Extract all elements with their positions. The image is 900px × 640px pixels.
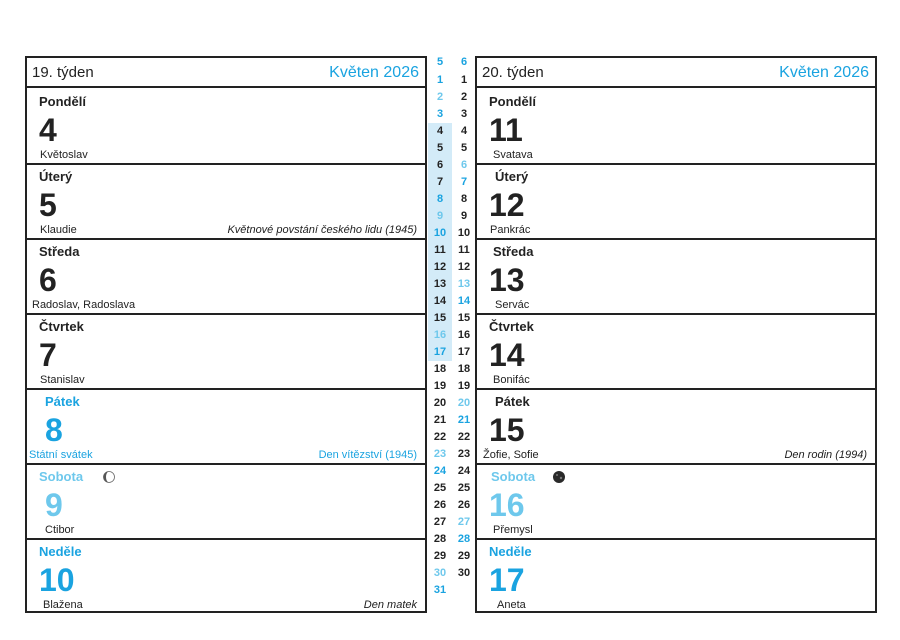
strip-day: 26 <box>457 499 471 511</box>
strip-day: 29 <box>433 550 447 562</box>
strip-day: 12 <box>457 261 471 273</box>
week-header <box>477 58 875 88</box>
strip-day: 18 <box>457 363 471 375</box>
strip-day: 15 <box>457 312 471 324</box>
strip-day: 5 <box>428 140 452 157</box>
new-moon-icon <box>552 470 566 484</box>
day-name: Pondělí <box>39 94 86 109</box>
name-day: Servác <box>495 299 530 311</box>
strip-day: 21 <box>457 414 471 426</box>
strip-day: 30 <box>457 567 471 579</box>
name-day: Přemysl <box>493 524 533 536</box>
strip-day: 6 <box>460 159 468 171</box>
day-number: 9 <box>45 487 63 523</box>
day-name: Středa <box>39 244 80 259</box>
day-number: 14 <box>489 337 525 373</box>
name-day: Aneta <box>497 599 526 611</box>
day-note: Den vítězství (1945) <box>318 449 417 461</box>
strip-day: 23 <box>457 448 471 460</box>
strip-day: 18 <box>433 363 447 375</box>
strip-day: 14 <box>457 295 471 307</box>
strip-day: 2 <box>436 91 444 103</box>
day-cell-tuesday[interactable] <box>27 165 425 240</box>
day-cell-tuesday[interactable] <box>477 165 875 240</box>
name-day: Květoslav <box>40 149 88 161</box>
strip-day: 1 <box>460 74 468 86</box>
strip-day: 5 <box>460 142 468 154</box>
strip-day: 17 <box>457 346 471 358</box>
day-name: Úterý <box>39 169 73 184</box>
name-day: Pankrác <box>490 224 531 236</box>
week-header <box>27 58 425 88</box>
month-strip-june <box>452 52 476 582</box>
day-cell-thursday[interactable] <box>27 315 425 390</box>
last-quarter-moon-icon <box>102 470 116 484</box>
strip-day: 26 <box>433 499 447 511</box>
strip-day: 16 <box>457 329 471 341</box>
strip-day: 13 <box>457 278 471 290</box>
day-number: 10 <box>39 562 75 598</box>
strip-day: 8 <box>428 191 452 208</box>
strip-days <box>452 72 476 582</box>
month-strip-may <box>428 52 452 599</box>
strip-day: 11 <box>458 244 470 256</box>
day-cell-wednesday[interactable] <box>27 240 425 315</box>
week-label: 20. týden <box>482 64 544 81</box>
day-name: Sobota <box>491 469 536 484</box>
day-name: Pátek <box>495 394 530 409</box>
strip-day: 16 <box>428 327 452 344</box>
strip-day: 24 <box>433 465 447 477</box>
day-name: Neděle <box>489 544 532 559</box>
strip-day: 29 <box>457 550 471 562</box>
strip-day: 7 <box>460 176 468 188</box>
name-day: Svatava <box>493 149 533 161</box>
day-cell-sunday[interactable] <box>27 540 425 615</box>
day-cell-monday[interactable] <box>27 90 425 165</box>
strip-day: 4 <box>428 123 452 140</box>
strip-day: 13 <box>428 276 452 293</box>
day-name: Pondělí <box>489 94 536 109</box>
name-day: Žofie, Sofie <box>483 449 539 461</box>
strip-day: 21 <box>433 414 447 426</box>
day-note: Květnové povstání českého lidu (1945) <box>227 224 417 236</box>
week-panel-left <box>25 56 427 613</box>
strip-day: 17 <box>428 344 452 361</box>
holiday-label: Státní svátek <box>29 449 93 461</box>
strip-day: 22 <box>433 431 447 443</box>
day-cell-wednesday[interactable] <box>477 240 875 315</box>
strip-month-number: 6 <box>460 56 468 68</box>
strip-day: 6 <box>428 157 452 174</box>
name-day: Ctibor <box>45 524 75 536</box>
strip-day: 7 <box>428 174 452 191</box>
day-cell-friday[interactable] <box>477 390 875 465</box>
strip-day: 25 <box>433 482 447 494</box>
name-day: Blažena <box>43 599 83 611</box>
day-cell-saturday[interactable] <box>27 465 425 540</box>
day-name: Neděle <box>39 544 82 559</box>
day-number: 12 <box>489 187 525 223</box>
day-cell-monday[interactable] <box>477 90 875 165</box>
day-name: Čtvrtek <box>489 319 534 334</box>
strip-day: 4 <box>460 125 468 137</box>
strip-day: 3 <box>460 108 468 120</box>
strip-day: 10 <box>428 225 452 242</box>
name-day: Stanislav <box>40 374 85 386</box>
strip-day: 28 <box>433 533 447 545</box>
week-label: 19. týden <box>32 64 94 81</box>
strip-day: 31 <box>433 584 447 596</box>
month-label: Květen 2026 <box>779 64 869 81</box>
strip-day: 25 <box>457 482 471 494</box>
strip-day: 2 <box>460 91 468 103</box>
strip-day: 10 <box>457 227 471 239</box>
day-note: Den matek <box>363 599 417 611</box>
day-note: Den rodin (1994) <box>784 449 867 461</box>
day-cell-sunday[interactable] <box>477 540 875 615</box>
strip-day: 1 <box>436 74 444 86</box>
strip-day: 28 <box>457 533 471 545</box>
day-name: Úterý <box>495 169 529 184</box>
day-number: 8 <box>45 412 63 448</box>
strip-day: 3 <box>436 108 444 120</box>
day-number: 5 <box>39 187 57 223</box>
strip-day: 14 <box>428 293 452 310</box>
strip-day: 15 <box>428 310 452 327</box>
strip-day: 27 <box>457 516 471 528</box>
day-number: 7 <box>39 337 57 373</box>
week-panel-right <box>475 56 877 613</box>
day-name: Čtvrtek <box>39 319 84 334</box>
strip-day: 27 <box>433 516 447 528</box>
strip-day: 12 <box>428 259 452 276</box>
day-cell-thursday[interactable] <box>477 315 875 390</box>
month-label: Květen 2026 <box>329 64 419 81</box>
name-day: Bonifác <box>493 374 530 386</box>
name-day: Klaudie <box>40 224 77 236</box>
strip-day: 19 <box>457 380 471 392</box>
strip-day: 20 <box>433 397 447 409</box>
strip-day: 9 <box>460 210 468 222</box>
day-name: Pátek <box>45 394 80 409</box>
strip-day: 23 <box>433 448 447 460</box>
strip-day: 22 <box>457 431 471 443</box>
strip-day: 20 <box>457 397 471 409</box>
day-name: Středa <box>493 244 534 259</box>
day-number: 15 <box>489 412 525 448</box>
day-number: 6 <box>39 262 57 298</box>
strip-day: 24 <box>457 465 471 477</box>
strip-month-number: 5 <box>436 56 444 68</box>
day-number: 4 <box>39 112 57 148</box>
day-number: 16 <box>489 487 525 523</box>
day-number: 13 <box>489 262 525 298</box>
day-number: 17 <box>489 562 525 598</box>
strip-day: 11 <box>428 242 452 259</box>
strip-day: 19 <box>433 380 447 392</box>
day-number: 11 <box>489 112 523 148</box>
strip-day: 8 <box>460 193 468 205</box>
day-cell-saturday[interactable] <box>477 465 875 540</box>
strip-day: 30 <box>433 567 447 579</box>
day-cell-friday[interactable] <box>27 390 425 465</box>
strip-day: 9 <box>428 208 452 225</box>
name-day: Radoslav, Radoslava <box>32 299 136 311</box>
day-name: Sobota <box>39 469 84 484</box>
strip-days <box>428 72 452 599</box>
